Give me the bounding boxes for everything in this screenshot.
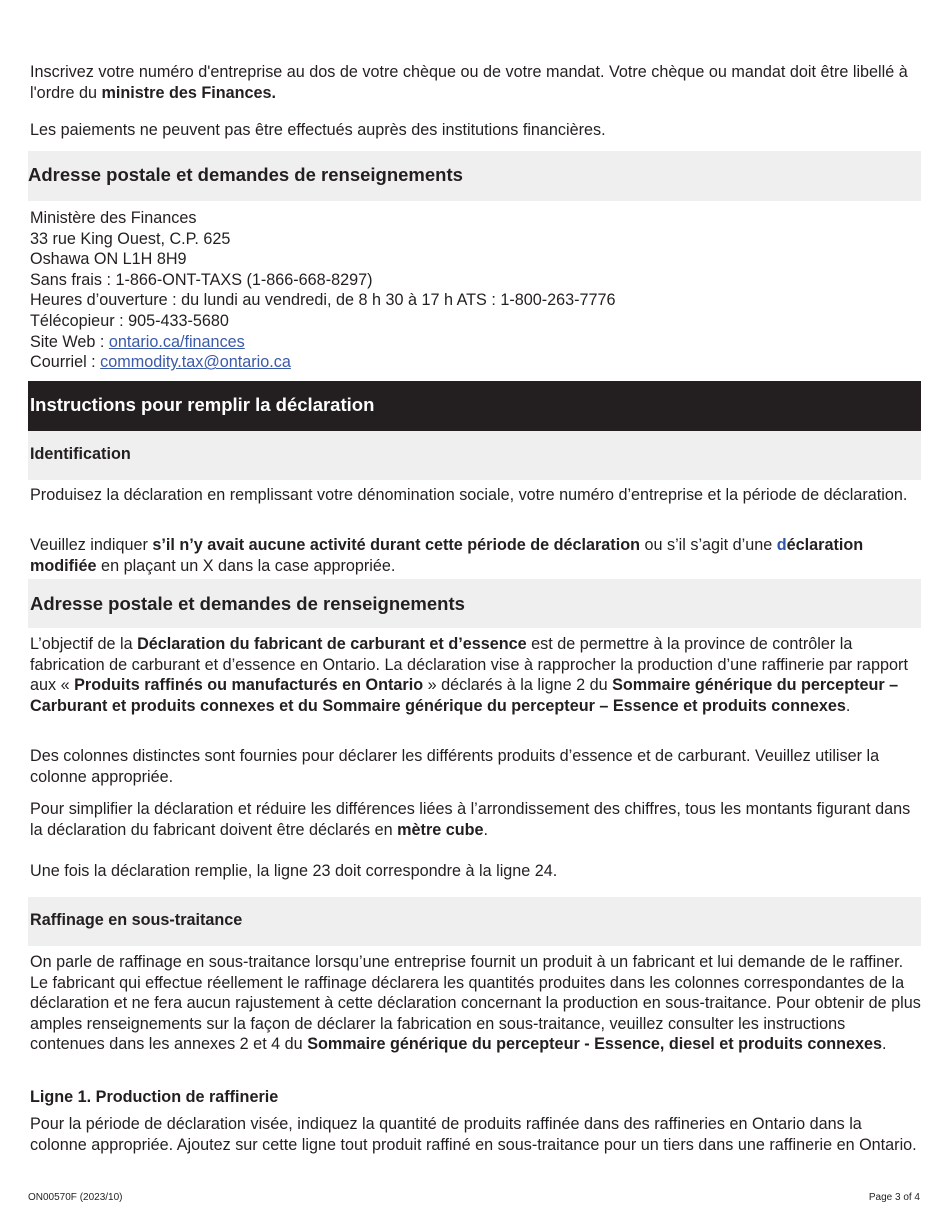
mailing-address-block	[30, 208, 616, 373]
refined-products-label: Produits raffinés ou manufacturés en Ontario	[74, 676, 424, 694]
amended-label: éclaration modifiée	[30, 536, 864, 575]
form-id: ON00570F (2023/10)	[28, 1192, 123, 1203]
collector-summary-label: Sommaire générique du percepteur – Carburant et produits connexes et du Sommaire générique du percepteur – Essence et produits connexes	[30, 676, 899, 715]
website-label: Site Web :	[30, 332, 109, 351]
fax-line: Télécopieur : 905-433-5680	[30, 311, 229, 330]
unit-label: mètre cube	[397, 820, 484, 839]
email-line	[30, 352, 616, 373]
purpose-header	[28, 579, 921, 628]
text: .	[483, 820, 489, 839]
amended-initial: d	[776, 536, 787, 554]
section-title: Adresse postale et demandes de renseignements	[28, 164, 463, 185]
payment-text: Inscrivez votre numéro d'entreprise au dos de votre chèque ou de votre mandat. Votre chèque ou mandat doit être libellé à l'ordre du	[30, 63, 908, 102]
email-label: Courriel :	[30, 353, 101, 372]
payment-instructions	[30, 62, 922, 103]
office-hours-line: Heures d’ouverture : du lundi au vendredi, de 8 h 30 à 17 h ATS : 1-800-263-7776	[30, 291, 616, 310]
units-paragraph	[30, 799, 922, 840]
return-name: Déclaration du fabricant de carburant et d’essence	[137, 635, 527, 653]
text: est de permettre à la province de contrôler la fabrication de carburant et d’essence en Ontario. La déclaration vise à rapprocher la production d’une raffinerie par rapport aux «	[30, 635, 908, 694]
website-link[interactable]: ontario.ca/finances	[108, 332, 245, 351]
financial-institutions-note: Les paiements ne peuvent pas être effectués auprès des institutions financières.	[30, 121, 606, 139]
text: .	[882, 1035, 887, 1053]
mailing-address-header	[28, 151, 921, 201]
website-line	[30, 332, 616, 353]
text: » déclarés à la ligne 2 du	[423, 676, 613, 694]
purpose-title: Adresse postale et demandes de renseignements	[30, 593, 465, 614]
text: ou s’il s’agit d’une	[639, 536, 777, 554]
address-line: Ministère des Finances	[30, 209, 197, 227]
address-line: Oshawa ON L1H 8H9	[30, 250, 187, 269]
identification-checkbox-note	[30, 535, 922, 576]
line-match-paragraph: Une fois la déclaration remplie, la ligne 23 doit correspondre à la ligne 24.	[30, 862, 558, 880]
identification-header	[28, 431, 921, 480]
no-activity-label: s’il n’y avait aucune activité durant cette période de déclaration	[152, 536, 640, 554]
line1-title: Ligne 1. Production de raffinerie	[30, 1088, 279, 1106]
instructions-title: Instructions pour remplir la déclaration	[30, 394, 375, 415]
identification-paragraph: Produisez la déclaration en remplissant votre dénomination sociale, votre numéro d’entreprise et la période de déclaration.	[30, 486, 908, 504]
toll-free-line: Sans frais : 1-866-ONT-TAXS (1-866-668-8297)	[30, 270, 373, 289]
payee-name: ministre des Finances.	[101, 83, 277, 102]
purpose-paragraph	[30, 634, 922, 716]
page-number: Page 3 of 4	[868, 1192, 920, 1203]
subcontract-header	[28, 897, 921, 946]
email-link[interactable]: commodity.tax@ontario.ca	[100, 353, 291, 372]
subcontract-paragraph	[30, 952, 922, 1055]
text: L’objectif de la	[30, 635, 138, 653]
columns-paragraph: Des colonnes distinctes sont fournies pour déclarer les différents produits d’essence et de carburant. Veuillez utiliser la colonne appropriée.	[30, 747, 880, 786]
collector-summary-label: Sommaire générique du percepteur - Essence, diesel et produits connexes	[307, 1035, 883, 1053]
text: .	[845, 696, 851, 715]
address-line: 33 rue King Ouest, C.P. 625	[30, 229, 231, 248]
text: en plaçant un X dans la case appropriée.	[96, 556, 396, 575]
text: Veuillez indiquer	[30, 536, 153, 554]
text: On parle de raffinage en sous-traitance lorsqu’une entreprise fournit un produit à un fabricant et lui demande de le raffiner. Le fabricant qui effectue réellement le raffinage déclarera les quantités produites dans les colonnes correspondantes de la déclaration et ne fera aucun rajustement à cette déclaration concernant la production en sous-traitance. Pour obtenir de plus amples renseignements sur la façon de déclarer la fabrication en sous-traitance, veuillez consulter les instructions contenues dans les annexes 2 et 4 du	[30, 953, 921, 1053]
subcontract-title: Raffinage en sous-traitance	[30, 911, 243, 929]
text: Pour simplifier la déclaration et réduire les différences liées à l’arrondissement des chiffres, tous les montants figurant dans la déclaration du fabricant doivent être déclarés en	[30, 800, 911, 839]
line1-paragraph: Pour la période de déclaration visée, indiquez la quantité de produits raffinée dans des raffineries en Ontario dans la colonne appropriée. Ajoutez sur cette ligne tout produit raffiné en sous-traitance pour un tiers dans une raffinerie en Ontario.	[30, 1115, 917, 1154]
identification-title: Identification	[30, 445, 131, 463]
instructions-header	[28, 381, 921, 431]
